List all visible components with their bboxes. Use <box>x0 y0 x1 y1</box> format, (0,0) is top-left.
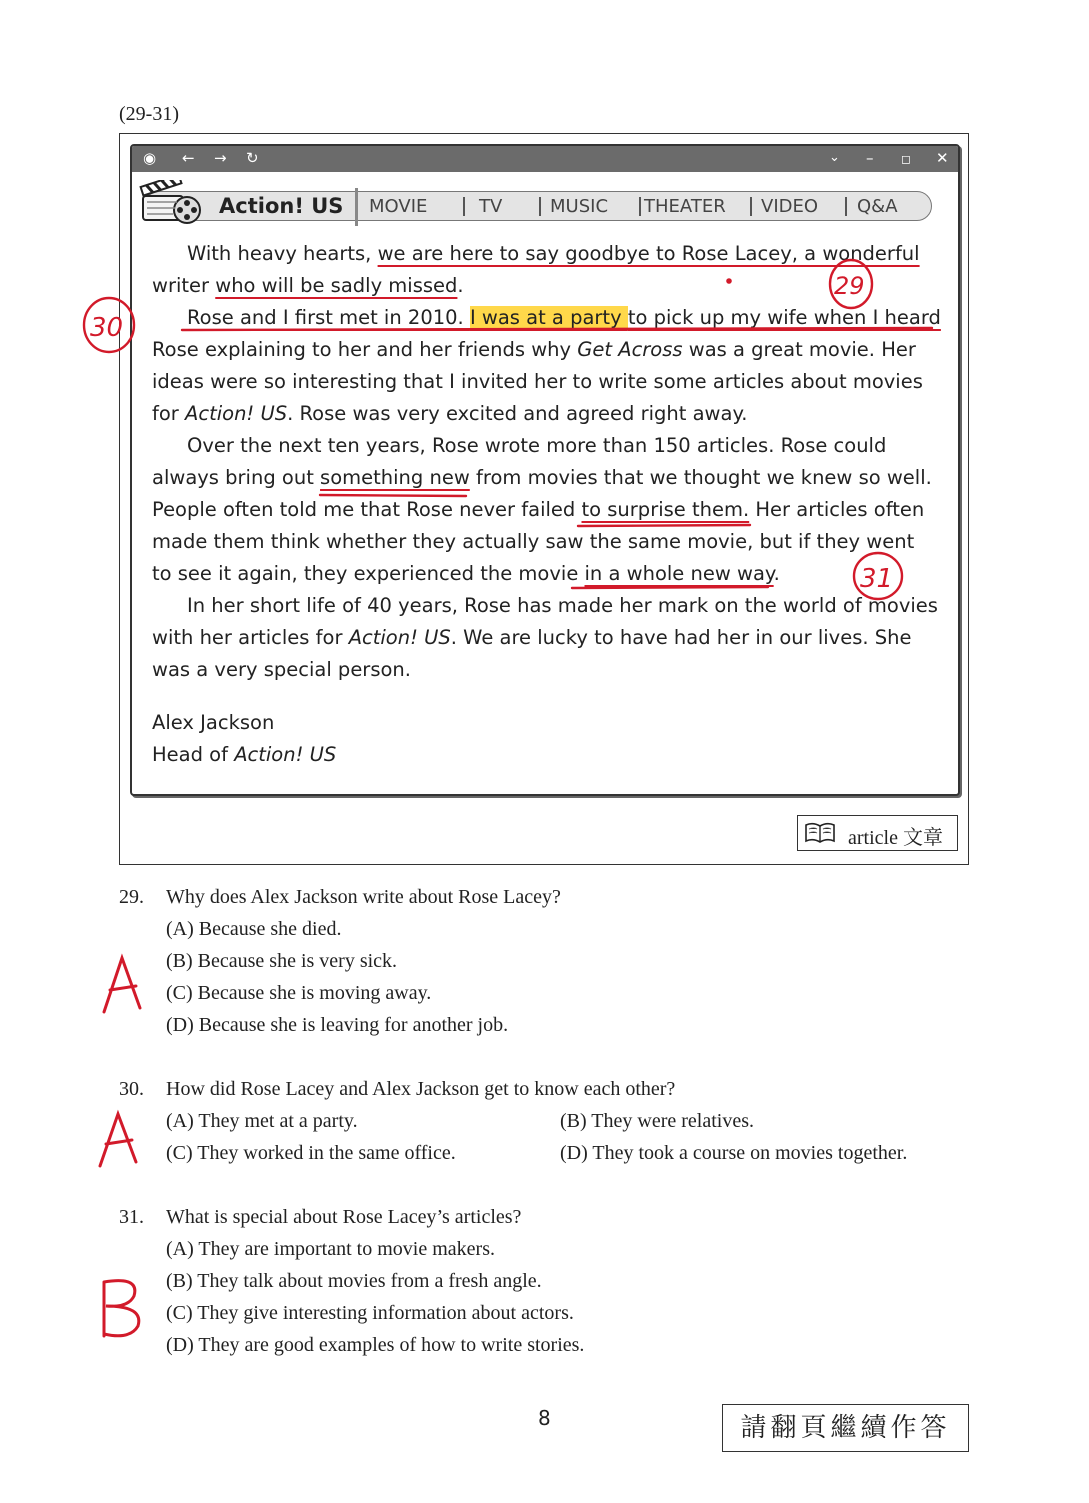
question-text: Why does Alex Jackson write about Rose Lacey? <box>166 886 561 908</box>
question-number: 30. <box>119 1078 144 1100</box>
turn-over-note: 請翻頁繼續作答 <box>722 1404 969 1452</box>
article-line: Rose explaining to her and her friends why Get Across was a great movie. Her <box>152 338 916 361</box>
tab-movie[interactable]: MOVIE <box>369 196 428 217</box>
circle-29-label: 29 <box>834 272 865 300</box>
article-line: ideas were so interesting that I invited her to write some articles about movies <box>152 370 923 393</box>
maximize-icon[interactable]: ◻ <box>901 152 911 166</box>
option: (D) They took a course on movies together. <box>560 1142 908 1164</box>
option: (A) Because she died. <box>166 918 342 940</box>
article-line: always bring out something new from movies that we thought we knew so well. <box>152 466 932 489</box>
option: (B) They talk about movies from a fresh angle. <box>166 1270 542 1292</box>
article-line: for Action! US. Rose was very excited and agreed right away. <box>152 402 748 425</box>
close-icon[interactable]: ✕ <box>936 149 949 167</box>
refresh-icon[interactable]: ↻ <box>246 149 259 167</box>
signature-title: Head of Action! US <box>152 743 337 766</box>
option: (B) Because she is very sick. <box>166 950 398 972</box>
minimize-icon[interactable]: – <box>866 149 874 167</box>
forward-arrow-icon[interactable]: → <box>214 149 227 167</box>
article-line: to see it again, they experienced the movie in a whole new way. <box>152 562 780 585</box>
option: (C) They give interesting information about actors. <box>166 1302 574 1324</box>
article-line: writer who will be sadly missed. <box>152 274 464 297</box>
circle-30-label: 30 <box>90 313 124 343</box>
option: (D) Because she is leaving for another job. <box>166 1014 509 1036</box>
signature-name: Alex Jackson <box>152 711 275 734</box>
article-line: With heavy hearts, we are here to say goodbye to Rose Lacey, a wonderful <box>187 242 920 265</box>
article-line: In her short life of 40 years, Rose has made her mark on the world of movies <box>187 594 938 617</box>
option: (D) They are good examples of how to write stories. <box>166 1334 585 1356</box>
article-line: with her articles for Action! US. We are lucky to have had her in our lives. She <box>152 626 912 649</box>
tab-music[interactable]: MUSIC <box>550 196 609 217</box>
line-underline <box>572 587 768 588</box>
tab-theater[interactable]: THEATER <box>644 196 726 217</box>
option: (A) They are important to movie makers. <box>166 1238 495 1260</box>
article-line: Rose and I first met in 2010. I was at a party to pick up my wife when I heard <box>187 306 941 329</box>
option: (C) They worked in the same office. <box>166 1142 456 1164</box>
option: (A) They met at a party. <box>166 1110 358 1132</box>
article-line: People often told me that Rose never failed to surprise them. Her articles often <box>152 498 925 521</box>
tab-tv[interactable]: TV <box>479 196 503 217</box>
article-line: Over the next ten years, Rose wrote more than 150 articles. Rose could <box>187 434 887 457</box>
tab-qa[interactable]: Q&A <box>857 196 898 217</box>
circle-31-label: 31 <box>860 564 894 594</box>
site-brand[interactable]: Action! US <box>219 194 344 218</box>
question-text: What is special about Rose Lacey’s articles? <box>166 1206 522 1228</box>
tab-video[interactable]: VIDEO <box>761 196 819 217</box>
article-line: made them think whether they actually saw the same movie, but if they went <box>152 530 915 553</box>
line-underline <box>182 328 932 330</box>
article-line: was a very special person. <box>152 658 411 681</box>
page-number: 8 <box>538 1406 551 1430</box>
chevron-down-icon[interactable]: ⌄ <box>829 150 840 165</box>
option: (C) Because she is moving away. <box>166 982 432 1004</box>
article-button-label: article 文章 <box>848 827 943 849</box>
line-underline <box>320 495 466 496</box>
globe-icon[interactable]: ◉ <box>143 149 157 167</box>
option: (B) They were relatives. <box>560 1110 754 1132</box>
question-number: 31. <box>119 1206 144 1228</box>
back-arrow-icon[interactable]: ← <box>182 149 195 167</box>
question-range: (29-31) <box>119 103 179 125</box>
question-number: 29. <box>119 886 144 908</box>
line-underline <box>578 525 750 526</box>
question-text: How did Rose Lacey and Alex Jackson get to know each other? <box>166 1078 676 1100</box>
